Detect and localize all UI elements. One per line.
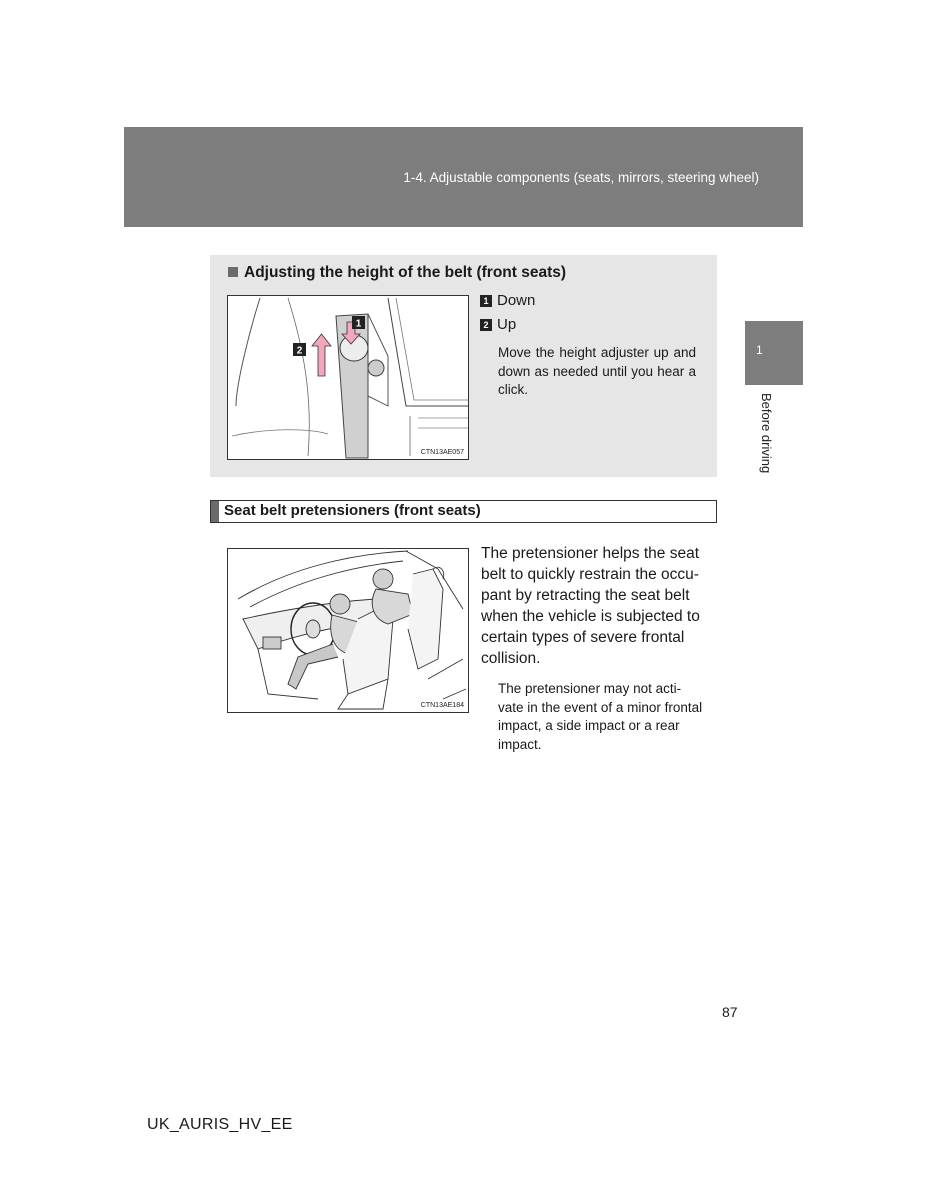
pretensioner-figure bbox=[227, 548, 469, 713]
heading-bar bbox=[211, 501, 219, 522]
chapter-label bbox=[760, 393, 774, 483]
para-line: collision. bbox=[481, 650, 541, 667]
box-description: Move the height adjuster up and down as needed until you hear a click. bbox=[498, 345, 696, 397]
belt-height-figure bbox=[227, 295, 469, 460]
para-line: belt to quickly restrain the occu- bbox=[481, 566, 699, 583]
para-line: certain types of severe frontal bbox=[481, 629, 685, 646]
pretensioner-description bbox=[481, 543, 713, 669]
square-bullet-icon bbox=[228, 267, 238, 277]
chapter-label-text: Before driving bbox=[759, 393, 774, 474]
step-up bbox=[480, 316, 516, 333]
step-number: 1 bbox=[480, 295, 492, 307]
figure-code: CTN13AE184 bbox=[420, 702, 464, 709]
figure-code: CTN13AE057 bbox=[420, 449, 464, 456]
callout-1: 1 bbox=[355, 318, 362, 330]
note-line: impact. bbox=[498, 736, 542, 752]
note-line: vate in the event of a minor frontal bbox=[498, 699, 703, 715]
box-title-text: Adjusting the height of the belt (front seats) bbox=[244, 264, 567, 281]
step-down bbox=[480, 292, 535, 309]
breadcrumb: 1-4. Adjustable components (seats, mirrors, steering wheel) bbox=[403, 170, 759, 185]
step-label: Up bbox=[497, 316, 517, 333]
para-line: The pretensioner helps the seat bbox=[481, 545, 699, 562]
chapter-number: 1 bbox=[756, 343, 763, 357]
footer-code: UK_AURIS_HV_EE bbox=[147, 1116, 293, 1133]
page-number: 87 bbox=[722, 1004, 738, 1020]
section-heading bbox=[210, 500, 717, 523]
callout-2: 2 bbox=[296, 345, 303, 357]
box-title bbox=[228, 264, 566, 282]
header-bar bbox=[124, 127, 803, 227]
para-line: when the vehicle is subjected to bbox=[481, 608, 700, 625]
step-label: Down bbox=[497, 292, 536, 309]
para-line: pant by retracting the seat belt bbox=[481, 587, 690, 604]
car-interior-illustration bbox=[228, 549, 468, 712]
belt-adjuster-illustration bbox=[228, 296, 468, 459]
pretensioner-note bbox=[498, 680, 713, 754]
info-box bbox=[210, 255, 717, 477]
note-line: The pretensioner may not acti- bbox=[498, 681, 682, 696]
note-line: impact, a side impact or a rear bbox=[498, 718, 680, 733]
step-number: 2 bbox=[480, 319, 492, 331]
section-heading-text: Seat belt pretensioners (front seats) bbox=[224, 502, 481, 519]
chapter-tab[interactable] bbox=[745, 321, 803, 385]
